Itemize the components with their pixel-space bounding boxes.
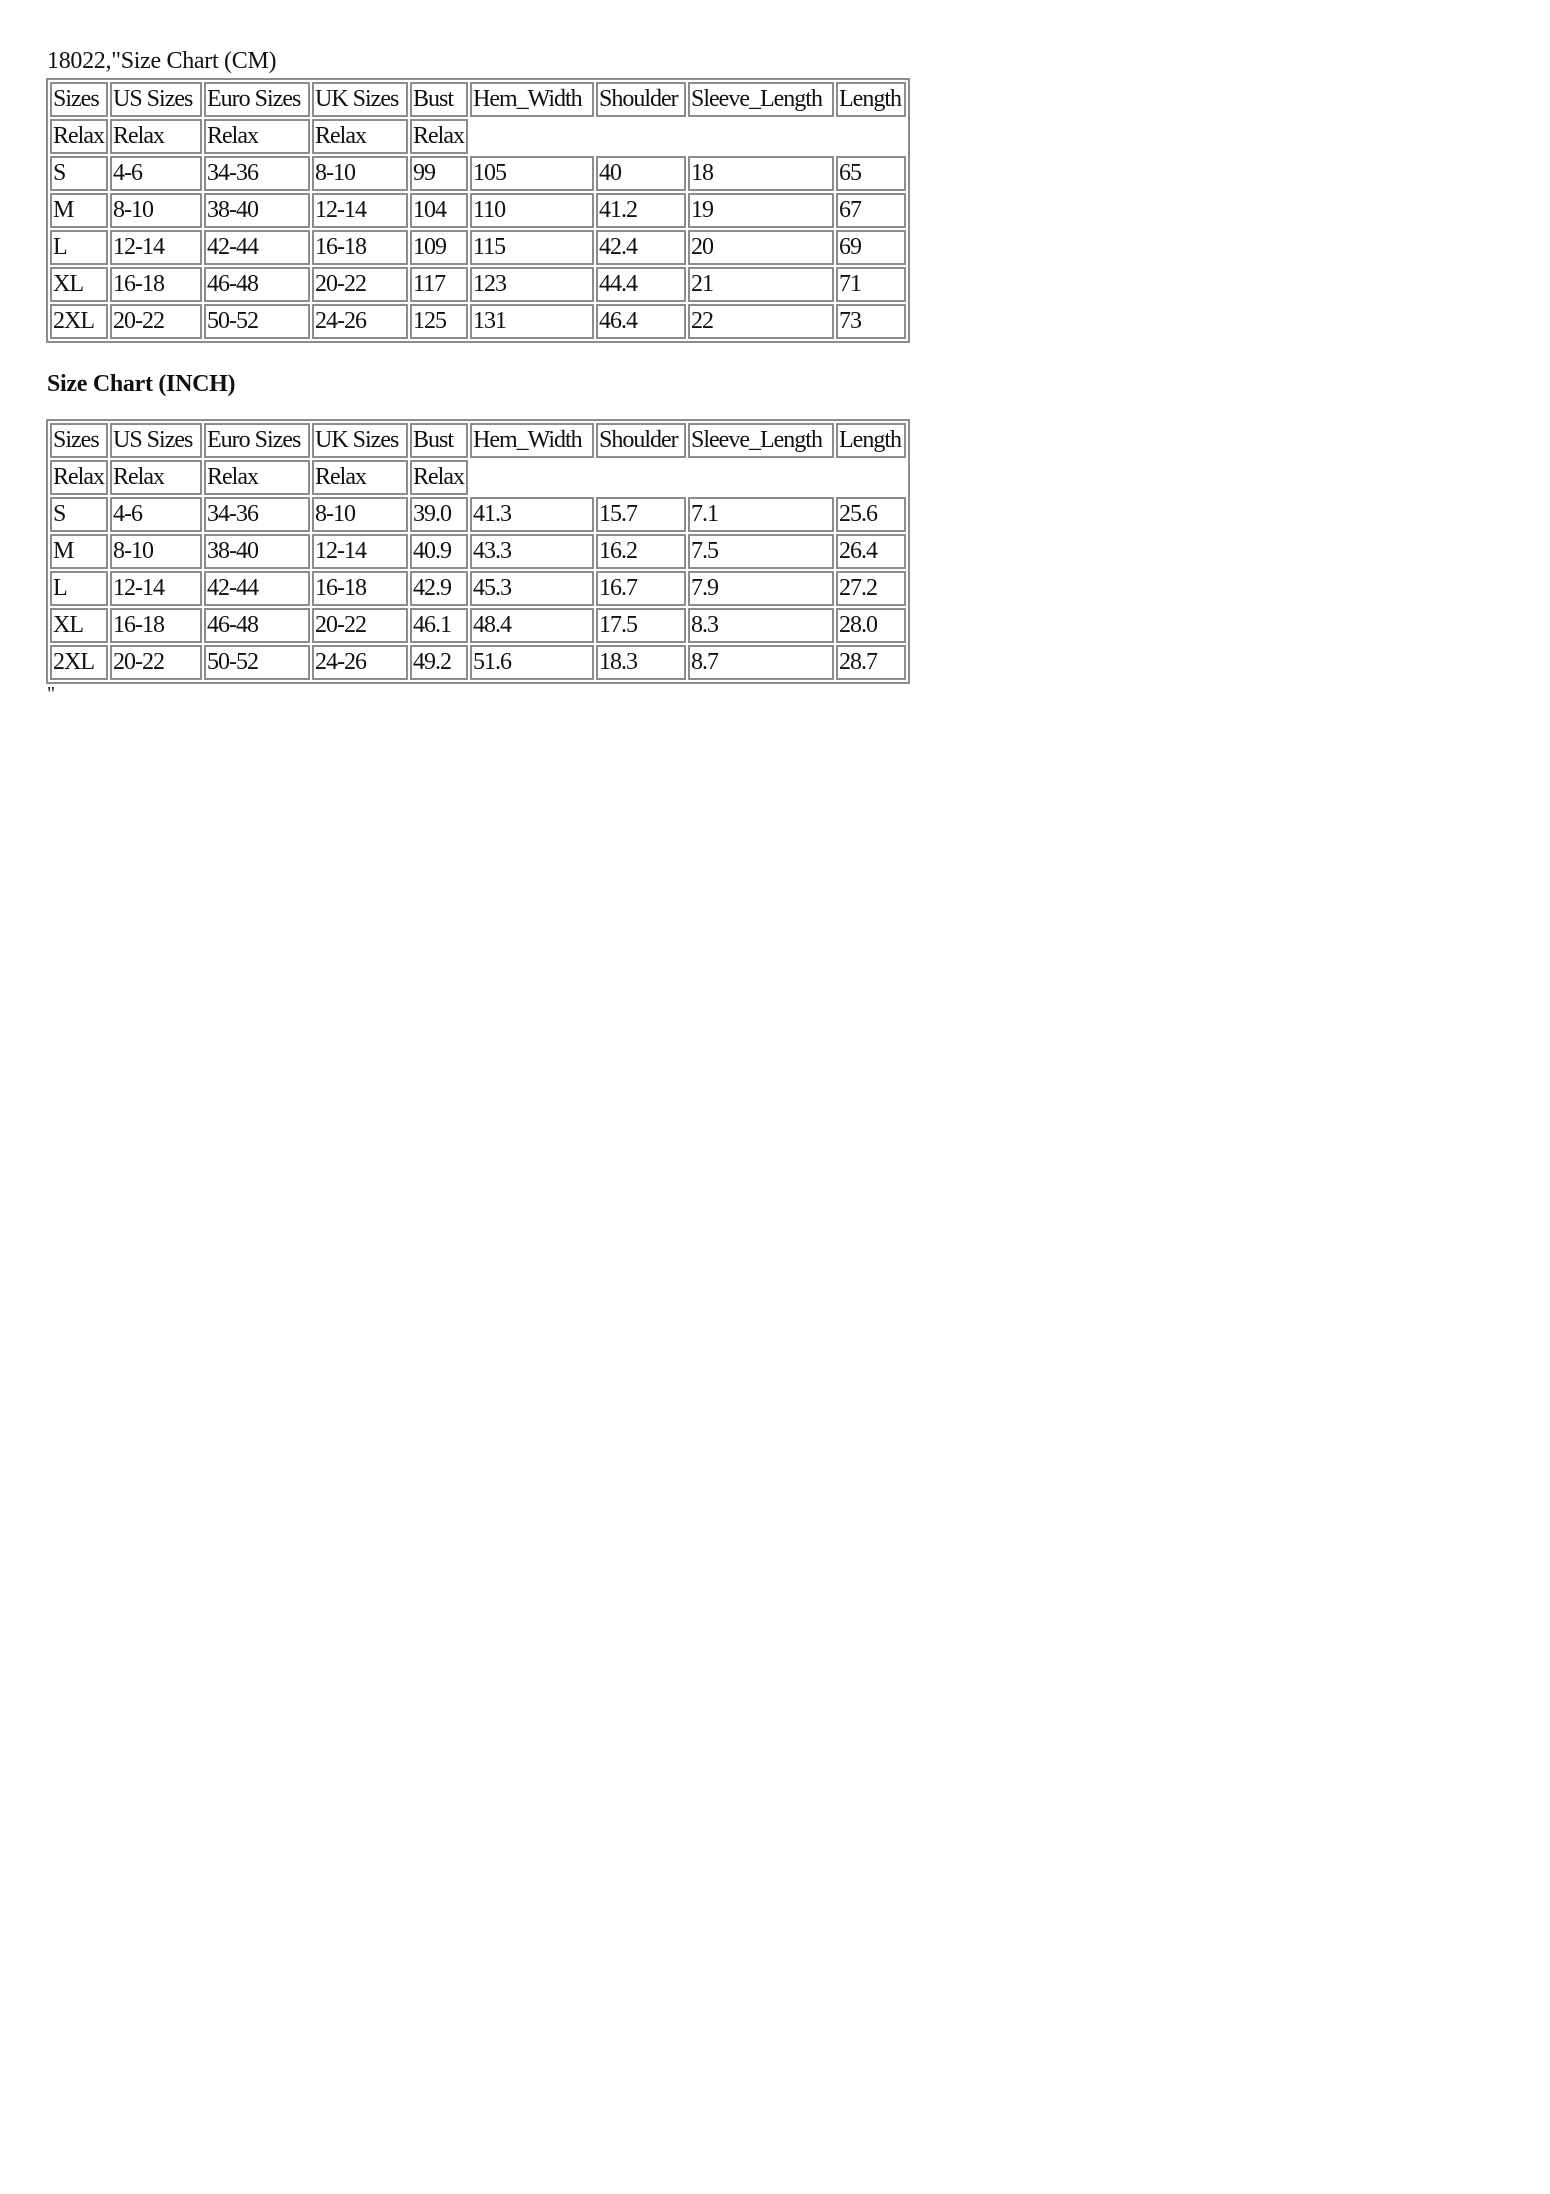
size-chart-inch-table bbox=[46, 419, 910, 684]
table-row bbox=[50, 156, 906, 191]
document-title: 18022,"Size Chart (CM) bbox=[47, 48, 277, 74]
table-cell: 44.4 bbox=[596, 267, 686, 302]
table-cell: 26.4 bbox=[836, 534, 906, 569]
table-cell: 46.1 bbox=[410, 608, 468, 643]
table-cell: 50-52 bbox=[204, 304, 310, 339]
table-cell: 99 bbox=[410, 156, 468, 191]
table-cell: 20-22 bbox=[110, 645, 202, 680]
header-cell-sizes: Sizes bbox=[50, 82, 108, 117]
table-cell: 4-6 bbox=[110, 497, 202, 532]
table-cell: 16.7 bbox=[596, 571, 686, 606]
table-row bbox=[50, 608, 906, 643]
table-cell: 12-14 bbox=[110, 571, 202, 606]
table-cell: 18 bbox=[688, 156, 834, 191]
table-cell: 73 bbox=[836, 304, 906, 339]
table-cell: 24-26 bbox=[312, 645, 408, 680]
empty-cell bbox=[470, 460, 906, 495]
table-cell: 16-18 bbox=[110, 608, 202, 643]
table-cell: 22 bbox=[688, 304, 834, 339]
fit-row bbox=[50, 119, 906, 154]
table-cell: 28.7 bbox=[836, 645, 906, 680]
table-cell: L bbox=[50, 571, 108, 606]
table-cell: 69 bbox=[836, 230, 906, 265]
table-cell: 7.5 bbox=[688, 534, 834, 569]
header-cell-sleeve-length: Sleeve_Length bbox=[688, 82, 834, 117]
table-cell: 8-10 bbox=[312, 156, 408, 191]
table-cell: 38-40 bbox=[204, 534, 310, 569]
header-cell-hem-width: Hem_Width bbox=[470, 82, 594, 117]
fit-cell: Relax bbox=[204, 460, 310, 495]
table-cell: 8.3 bbox=[688, 608, 834, 643]
table-cell: 16.2 bbox=[596, 534, 686, 569]
fit-cell: Relax bbox=[50, 460, 108, 495]
header-cell-uk-sizes: UK Sizes bbox=[312, 82, 408, 117]
table-cell: 27.2 bbox=[836, 571, 906, 606]
header-cell-shoulder: Shoulder bbox=[596, 82, 686, 117]
table-cell: XL bbox=[50, 267, 108, 302]
table-row bbox=[50, 230, 906, 265]
table-row bbox=[50, 534, 906, 569]
header-cell-bust: Bust bbox=[410, 82, 468, 117]
table-cell: 20 bbox=[688, 230, 834, 265]
table-cell: 41.2 bbox=[596, 193, 686, 228]
table-row bbox=[50, 645, 906, 680]
table-cell: 24-26 bbox=[312, 304, 408, 339]
fit-cell: Relax bbox=[312, 460, 408, 495]
table-cell: 2XL bbox=[50, 645, 108, 680]
table-cell: 46.4 bbox=[596, 304, 686, 339]
table-cell: 8-10 bbox=[110, 534, 202, 569]
header-cell-length: Length bbox=[836, 423, 906, 458]
table-cell: 12-14 bbox=[110, 230, 202, 265]
table-cell: 109 bbox=[410, 230, 468, 265]
table-cell: 34-36 bbox=[204, 156, 310, 191]
header-cell-uk-sizes: UK Sizes bbox=[312, 423, 408, 458]
table-cell: 67 bbox=[836, 193, 906, 228]
table-header-row bbox=[50, 82, 906, 117]
header-cell-euro-sizes: Euro Sizes bbox=[204, 82, 310, 117]
table-row bbox=[50, 267, 906, 302]
table-cell: 42-44 bbox=[204, 571, 310, 606]
header-cell-sizes: Sizes bbox=[50, 423, 108, 458]
table-cell: 12-14 bbox=[312, 193, 408, 228]
table-cell: M bbox=[50, 534, 108, 569]
fit-cell: Relax bbox=[312, 119, 408, 154]
table-row bbox=[50, 497, 906, 532]
fit-cell: Relax bbox=[110, 119, 202, 154]
header-cell-bust: Bust bbox=[410, 423, 468, 458]
table-header-row bbox=[50, 423, 906, 458]
table-row bbox=[50, 193, 906, 228]
table-cell: 34-36 bbox=[204, 497, 310, 532]
table-cell: 2XL bbox=[50, 304, 108, 339]
inch-section-title: Size Chart (INCH) bbox=[47, 371, 236, 397]
table-cell: 15.7 bbox=[596, 497, 686, 532]
table-row bbox=[50, 571, 906, 606]
table-cell: 51.6 bbox=[470, 645, 594, 680]
table-cell: 39.0 bbox=[410, 497, 468, 532]
header-cell-us-sizes: US Sizes bbox=[110, 423, 202, 458]
table-cell: 105 bbox=[470, 156, 594, 191]
table-cell: 123 bbox=[470, 267, 594, 302]
table-cell: 21 bbox=[688, 267, 834, 302]
closing-quote-mark: " bbox=[47, 683, 56, 705]
table-cell: XL bbox=[50, 608, 108, 643]
table-cell: M bbox=[50, 193, 108, 228]
table-cell: 7.1 bbox=[688, 497, 834, 532]
header-cell-us-sizes: US Sizes bbox=[110, 82, 202, 117]
table-cell: 115 bbox=[470, 230, 594, 265]
table-cell: 20-22 bbox=[312, 608, 408, 643]
table-cell: L bbox=[50, 230, 108, 265]
table-cell: 46-48 bbox=[204, 608, 310, 643]
table-cell: 117 bbox=[410, 267, 468, 302]
table-cell: 42-44 bbox=[204, 230, 310, 265]
table-cell: 17.5 bbox=[596, 608, 686, 643]
fit-cell: Relax bbox=[50, 119, 108, 154]
table-cell: 43.3 bbox=[470, 534, 594, 569]
table-cell: 16-18 bbox=[110, 267, 202, 302]
table-cell: 131 bbox=[470, 304, 594, 339]
header-cell-euro-sizes: Euro Sizes bbox=[204, 423, 310, 458]
table-cell: 104 bbox=[410, 193, 468, 228]
fit-cell: Relax bbox=[204, 119, 310, 154]
size-chart-cm-table bbox=[46, 78, 910, 343]
header-cell-length: Length bbox=[836, 82, 906, 117]
table-cell: 20-22 bbox=[312, 267, 408, 302]
fit-cell: Relax bbox=[410, 119, 468, 154]
table-cell: 8-10 bbox=[312, 497, 408, 532]
table-cell: 38-40 bbox=[204, 193, 310, 228]
fit-cell: Relax bbox=[110, 460, 202, 495]
table-cell: 20-22 bbox=[110, 304, 202, 339]
table-cell: 25.6 bbox=[836, 497, 906, 532]
table-cell: 16-18 bbox=[312, 230, 408, 265]
table-cell: 12-14 bbox=[312, 534, 408, 569]
table-cell: 41.3 bbox=[470, 497, 594, 532]
table-cell: 4-6 bbox=[110, 156, 202, 191]
table-cell: 7.9 bbox=[688, 571, 834, 606]
table-cell: 8.7 bbox=[688, 645, 834, 680]
table-cell: 8-10 bbox=[110, 193, 202, 228]
table-cell: 50-52 bbox=[204, 645, 310, 680]
table-cell: 71 bbox=[836, 267, 906, 302]
header-cell-sleeve-length: Sleeve_Length bbox=[688, 423, 834, 458]
size-chart-document bbox=[46, 46, 946, 704]
table-cell: 42.4 bbox=[596, 230, 686, 265]
table-cell: 40.9 bbox=[410, 534, 468, 569]
table-cell: 46-48 bbox=[204, 267, 310, 302]
table-row bbox=[50, 304, 906, 339]
fit-cell: Relax bbox=[410, 460, 468, 495]
table-cell: 110 bbox=[470, 193, 594, 228]
empty-cell bbox=[470, 119, 906, 154]
table-cell: 65 bbox=[836, 156, 906, 191]
header-cell-hem-width: Hem_Width bbox=[470, 423, 594, 458]
table-cell: 16-18 bbox=[312, 571, 408, 606]
table-cell: 28.0 bbox=[836, 608, 906, 643]
table-cell: S bbox=[50, 156, 108, 191]
table-cell: 125 bbox=[410, 304, 468, 339]
table-cell: 49.2 bbox=[410, 645, 468, 680]
table-cell: 42.9 bbox=[410, 571, 468, 606]
table-cell: 19 bbox=[688, 193, 834, 228]
header-cell-shoulder: Shoulder bbox=[596, 423, 686, 458]
table-cell: 40 bbox=[596, 156, 686, 191]
table-cell: 18.3 bbox=[596, 645, 686, 680]
fit-row bbox=[50, 460, 906, 495]
table-cell: 45.3 bbox=[470, 571, 594, 606]
table-cell: S bbox=[50, 497, 108, 532]
table-cell: 48.4 bbox=[470, 608, 594, 643]
